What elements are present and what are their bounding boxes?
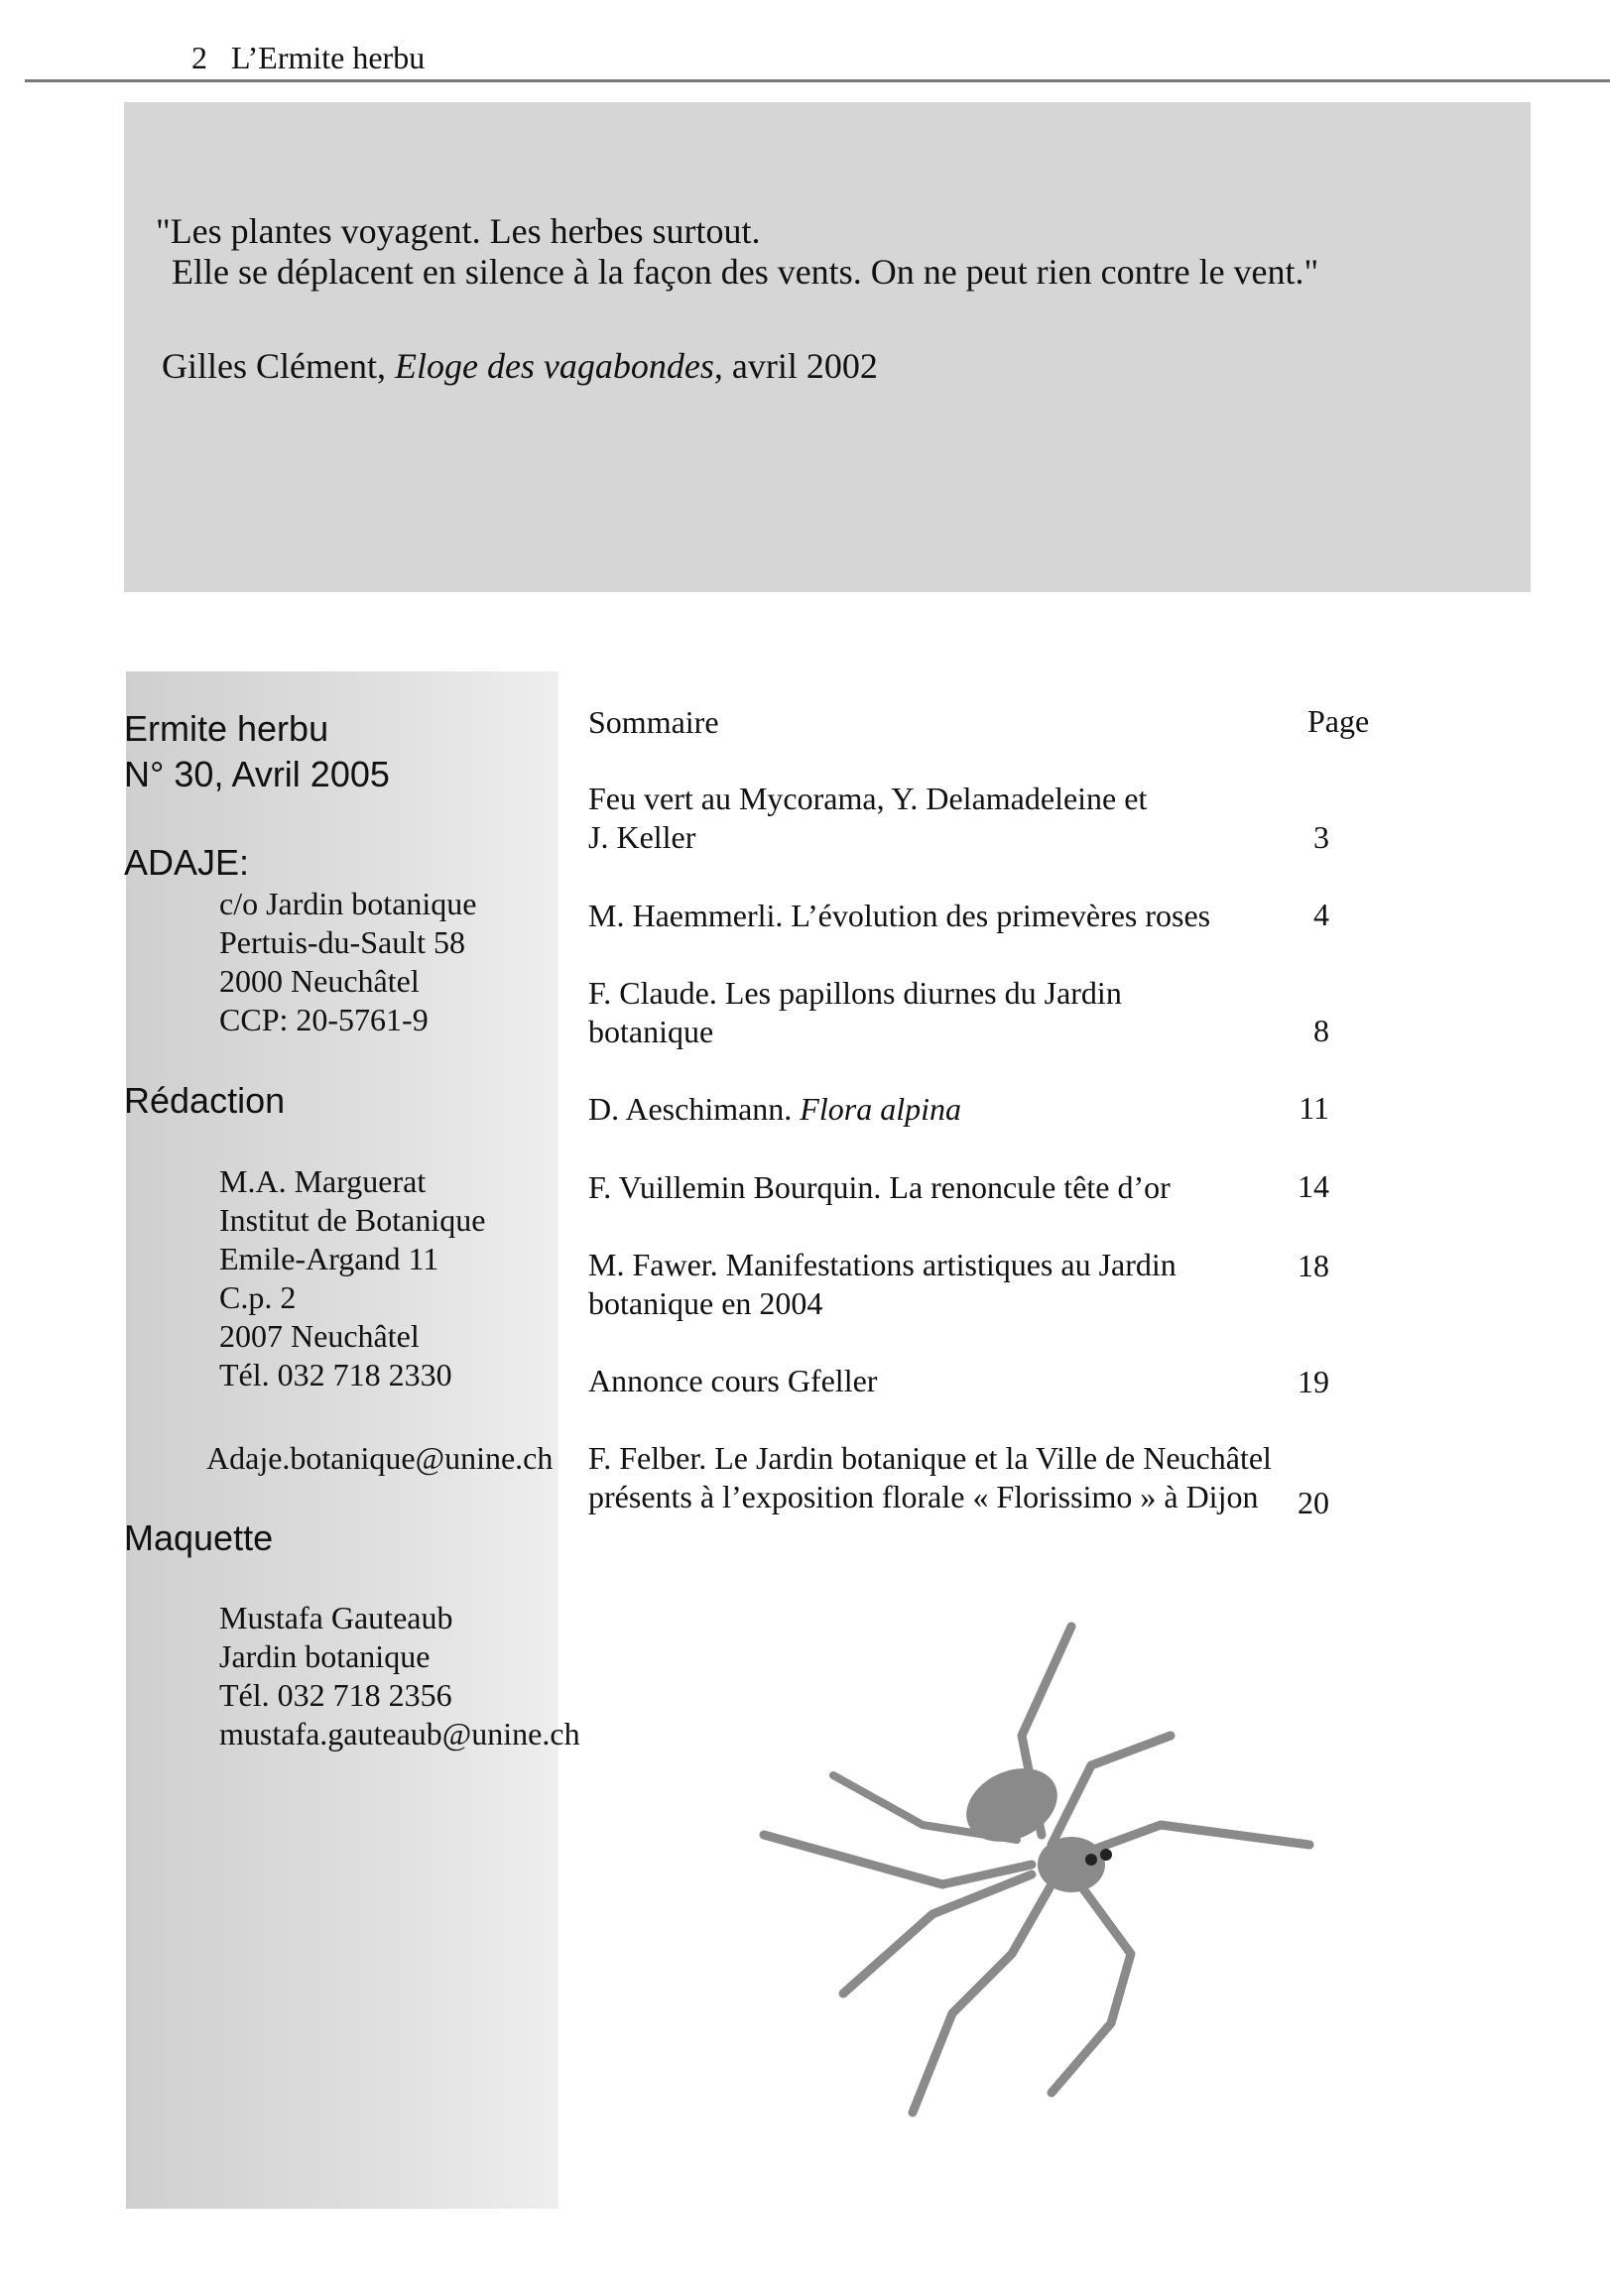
toc-entry-page: 14 — [1298, 1168, 1329, 1204]
maquette-address — [219, 1599, 580, 1753]
toc-entry — [588, 974, 1122, 1051]
toc-entry — [588, 1439, 1272, 1516]
address-line: 2007 Neuchâtel — [219, 1318, 420, 1354]
quote-author: Gilles Clément, — [162, 346, 395, 386]
running-header — [191, 40, 425, 76]
toc-entry-author: D. Aeschimann. — [588, 1091, 801, 1127]
address-line: 2000 Neuchâtel — [219, 963, 420, 999]
adaje-address — [219, 885, 476, 1039]
address-line: Tél. 032 718 2330 — [219, 1357, 452, 1392]
toc-entry-page: 11 — [1299, 1090, 1329, 1126]
toc-entry-page: 3 — [1313, 819, 1329, 855]
toc-entry — [588, 1246, 1177, 1323]
address-line: Jardin botanique — [219, 1638, 431, 1674]
toc-entry-line: Annonce cours Gfeller — [588, 1363, 878, 1398]
address-line: mustafa.gauteaub@unine.ch — [219, 1716, 580, 1752]
address-line: Institut de Botanique — [219, 1202, 486, 1238]
redaction-email: Adaje.botanique@unine.ch — [206, 1440, 554, 1476]
toc-entry-line: M. Haemmerli. L’évolution des primevères roses — [588, 898, 1211, 933]
address-line: Emile-Argand 11 — [219, 1241, 439, 1276]
issue-number: N° 30, Avril 2005 — [124, 754, 390, 794]
toc-entry-page: 8 — [1313, 1013, 1329, 1048]
toc-entry-line: botanique en 2004 — [588, 1285, 823, 1321]
address-line: Mustafa Gauteaub — [219, 1600, 453, 1635]
address-line: c/o Jardin botanique — [219, 886, 477, 921]
toc-entry-page: 20 — [1298, 1485, 1329, 1520]
address-line: CCP: 20-5761-9 — [219, 1002, 429, 1037]
toc-entry-line: présents à l’exposition florale « Florissimo » à Dijon — [588, 1479, 1259, 1514]
quote-date: avril 2002 — [722, 346, 878, 386]
masthead-title: Ermite herbu — [124, 708, 329, 749]
toc-entry — [588, 1090, 961, 1129]
adaje-heading: ADAJE: — [124, 842, 250, 883]
toc-entry-line: M. Fawer. Manifestations artistiques au Jardin — [588, 1247, 1177, 1282]
toc-entry-line: F. Felber. Le Jardin botanique et la Ville de Neuchâtel — [588, 1440, 1272, 1476]
address-line: M.A. Marguerat — [219, 1163, 427, 1199]
toc-entry-page: 19 — [1298, 1364, 1329, 1399]
toc-entry-page: 4 — [1313, 897, 1329, 932]
quote-line-1: "Les plantes voyagent. Les herbes surtout. — [156, 211, 761, 251]
toc-entry-line: botanique — [588, 1014, 714, 1049]
redaction-heading: Rédaction — [124, 1080, 286, 1121]
toc-entry-italic-title: Flora alpina — [800, 1091, 961, 1127]
toc-page-heading: Page — [1307, 703, 1370, 739]
address-line: C.p. 2 — [219, 1279, 297, 1315]
quote-source — [162, 345, 878, 387]
toc-heading: Sommaire — [588, 704, 719, 740]
maquette-heading: Maquette — [124, 1517, 274, 1558]
page-number: 2 — [191, 40, 207, 75]
toc-entry-line: J. Keller — [588, 819, 696, 855]
address-line: Pertuis-du-Sault 58 — [219, 924, 465, 960]
toc-entry — [588, 1168, 1171, 1207]
toc-entry-line: F. Vuillemin Bourquin. La renoncule tête d’or — [588, 1169, 1171, 1205]
address-line: Tél. 032 718 2356 — [219, 1677, 452, 1713]
spider-icon — [754, 1617, 1329, 2122]
toc-entry — [588, 897, 1210, 935]
redaction-address — [219, 1162, 485, 1394]
journal-name: L’Ermite herbu — [231, 40, 426, 75]
header-rule — [25, 79, 1610, 82]
quote-line-2: Elle se déplacent en silence à la façon des vents. On ne peut rien contre le vent." — [172, 252, 1319, 292]
toc-entry-line: Feu vert au Mycorama, Y. Delamadeleine et — [588, 781, 1148, 816]
toc-entry-page: 18 — [1298, 1248, 1329, 1283]
quote-book-title: Eloge des vagabondes, — [394, 346, 723, 386]
toc-entry — [588, 780, 1147, 857]
toc-entry — [588, 1362, 877, 1400]
toc-entry-line: F. Claude. Les papillons diurnes du Jardin — [588, 975, 1122, 1011]
